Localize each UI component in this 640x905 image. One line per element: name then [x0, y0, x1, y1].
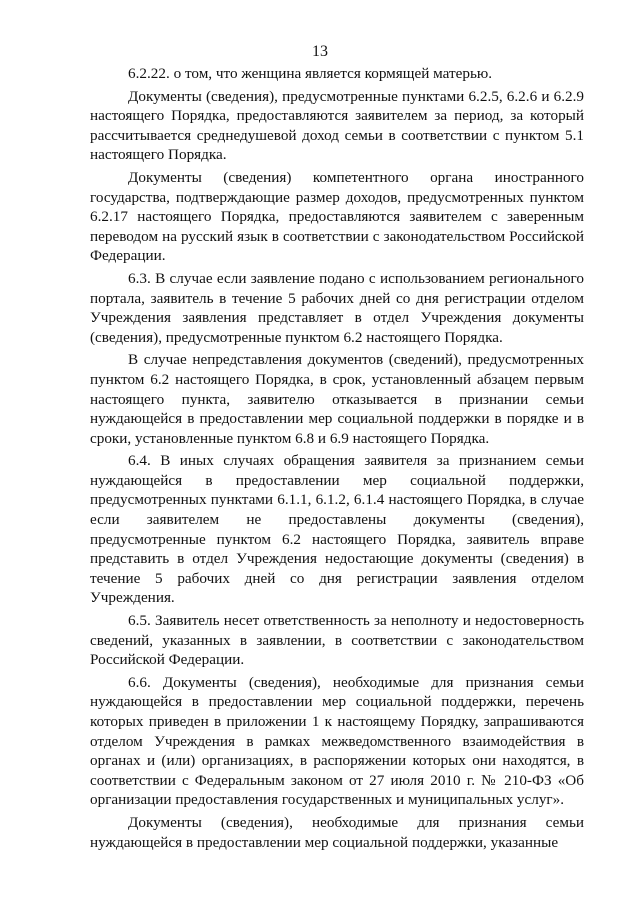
paragraph: Документы (сведения), необходимые для признания семьи нуждающейся в предоставлении мер социальной поддержки, указанные: [90, 813, 584, 851]
paragraph: 6.4. В иных случаях обращения заявителя за признанием семьи нуждающейся в предоставлении мер социальной поддержки, предусмотренных пунктами 6.1.1, 6.1.2, 6.1.4 настоящего Порядка, в случае если заявителем не предоставлены документы (сведения), предусмотренные пунктом 6.2 настоящего Порядка, заявитель вправе представить в отдел Учреждения недостающие документы (сведения) в течение 5 рабочих дней со дня регистрации заявления отделом Учреждения.: [90, 452, 584, 607]
paragraph: 6.2.22. о том, что женщина является кормящей матерью.: [128, 65, 493, 82]
document-body: [90, 64, 584, 852]
paragraph: 6.5. Заявитель несет ответственность за неполноту и недостоверность сведений, указанных в заявлении, в соответствии с законодательством Российской Федерации.: [90, 612, 584, 669]
paragraph: 6.3. В случае если заявление подано с использованием регионального портала, заявитель в течение 5 рабочих дней со дня регистрации отделом Учреждения заявления представляет в отдел Учреждения документы (сведения), предусмотренные пунктом 6.2 настоящего Порядка.: [90, 269, 584, 346]
paragraph: Документы (сведения) компетентного органа иностранного государства, подтверждающие размер доходов, предусмотренных пунктом 6.2.17 настоящего Порядка, предоставляются заявителем с заверенным переводом на русский язык в соответствии с законодательством Российской Федерации.: [90, 168, 584, 265]
paragraph: В случае непредставления документов (сведений), предусмотренных пунктом 6.2 настоящего Порядка, в срок, установленный абзацем первым настоящего пункта, заявителю отказывается в признании семьи нуждающейся в предоставлении мер социальной поддержки в порядке и в сроки, установленные пунктом 6.8 и 6.9 настоящего Порядка.: [90, 351, 584, 447]
paragraph: Документы (сведения), предусмотренные пунктами 6.2.5, 6.2.6 и 6.2.9 настоящего Порядка, предоставляются заявителем за период, за который рассчитывается среднедушевой доход семьи в соответствии с пунктом 5.1 настоящего Порядка.: [90, 87, 584, 164]
paragraph: 6.6. Документы (сведения), необходимые для признания семьи нуждающейся в предоставлении мер социальной поддержки, перечень которых приведен в приложении 1 к настоящему Порядку, запрашиваются отделом Учреждения в рамках межведомственного взаимодействия в органах и (или) организациях, в распоряжении которых они находятся, в соответствии с Федеральным законом от 27 июля 2010 г. № 210-ФЗ «Об организации предоставления государственных и муниципальных услуг».: [90, 673, 584, 809]
page-number: 13: [312, 43, 328, 60]
